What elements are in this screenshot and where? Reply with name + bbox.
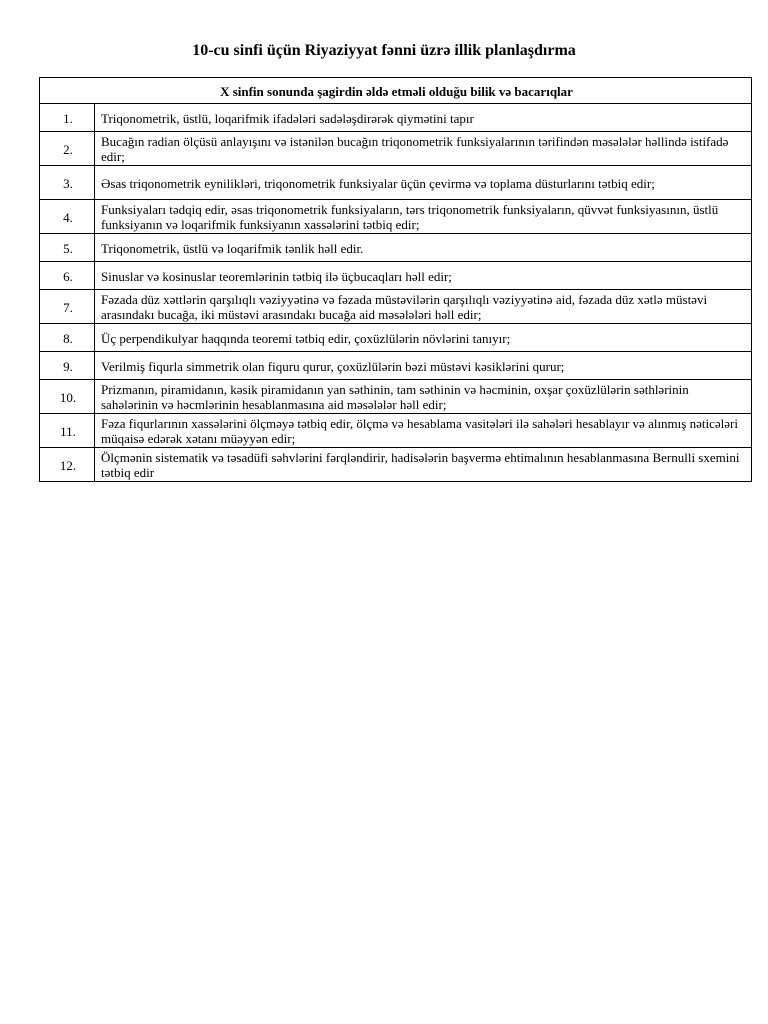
row-text: Prizmanın, piramidanın, kəsik piramidanın yan səthinin, tam səthinin və həcminin, oxşar çoxüzlülərin səthlərinin sahələrinin və həcmlərinin hesablanmasına aid məsələlər həll edir; [95,380,752,414]
table-row [40,414,752,448]
row-text: Ölçmənin sistematik və təsadüfi səhvlərini fərqləndirir, hadisələrin başvermə ehtimalının hesablanmasına Bernulli sxemini tətbiq edir [95,448,752,482]
table-row [40,448,752,482]
row-text: Bucağın radian ölçüsü anlayışını və istənilən bucağın triqonometrik funksiyalarının tərifindən məsələlər həllində istifadə edir; [95,132,752,166]
row-text: Sinuslar və kosinuslar teoremlərinin tətbiq ilə üçbucaqları həll edir; [95,262,752,290]
table-row [40,290,752,324]
table-row [40,104,752,132]
row-text: Triqonometrik, üstlü və loqarifmik tənlik həll edir. [95,234,752,262]
row-number: 1. [40,104,95,132]
row-text: Üç perpendikulyar haqqında teoremi tətbiq edir, çoxüzlülərin növlərini tanıyır; [95,324,752,352]
row-number: 11. [40,414,95,448]
row-number: 9. [40,352,95,380]
table-row [40,234,752,262]
row-number: 5. [40,234,95,262]
document-title: 10-cu sinfi üçün Riyaziyyat fənni üzrə illik planlaşdırma [192,42,576,59]
table-row [40,200,752,234]
learning-objectives-table [39,77,752,482]
row-text: Funksiyaları tədqiq edir, əsas triqonometrik funksiyaların, tərs triqonometrik funksiyaların, qüvvət funksiyasının, üstlü funksiyanın və loqarifmik funksiyanın xassələrini tətbiq edir; [95,200,752,234]
row-number: 12. [40,448,95,482]
row-number: 10. [40,380,95,414]
table-row [40,352,752,380]
table-row [40,262,752,290]
row-number: 8. [40,324,95,352]
row-text: Verilmiş fiqurla simmetrik olan fiquru qurur, çoxüzlülərin bəzi müstəvi kəsiklərini qurur; [95,352,752,380]
table-header: X sinfin sonunda şagirdin əldə etməli olduğu bilik və bacarıqlar [40,78,752,104]
row-text: Əsas triqonometrik eynilikləri, triqonometrik funksiyalar üçün çevirmə və toplama düsturlarını tətbiq edir; [95,166,752,200]
row-number: 4. [40,200,95,234]
row-text: Triqonometrik, üstlü, loqarifmik ifadələri sadələşdirərək qiymətini tapır [95,104,752,132]
table-row [40,380,752,414]
table-row [40,166,752,200]
row-number: 6. [40,262,95,290]
table-row [40,324,752,352]
row-number: 3. [40,166,95,200]
row-text: Fəza fiqurlarının xassələrini ölçməyə tətbiq edir, ölçmə və hesablama vasitələri ilə sahələri hesablayır və alınmış nəticələri müqaisə edərək xətanı müəyyən edir; [95,414,752,448]
table-row [40,132,752,166]
row-number: 2. [40,132,95,166]
row-number: 7. [40,290,95,324]
row-text: Fəzada düz xəttlərin qarşılıqlı vəziyyətinə və fəzada müstəvilərin qarşılıqlı vəziyyətinə aid, fəzada düz xətlə müstəvi arasındakı bucağa, iki müstəvi arasındakı bucağa aid məsələləri həll edir; [95,290,752,324]
